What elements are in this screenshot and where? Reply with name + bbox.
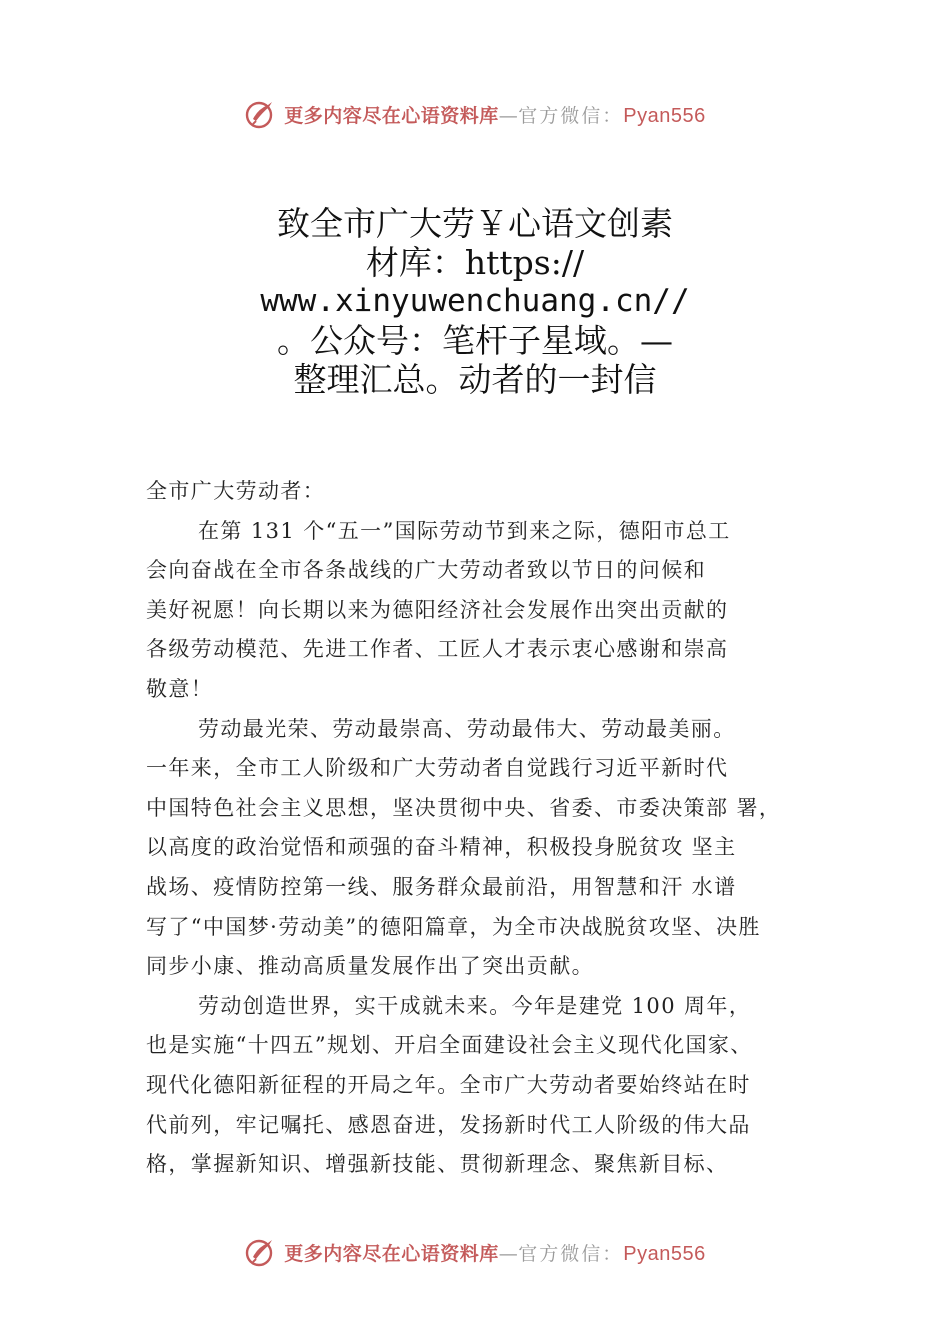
text-line: 劳动最光荣、劳动最崇高、劳动最伟大、劳动最美丽。: [198, 716, 736, 741]
banner-wechat-prefix: 官方微信：: [518, 104, 624, 127]
text-line: 敬意！: [146, 676, 214, 701]
pen-logo-icon: [244, 1235, 278, 1269]
text-line: 战场、疫情防控第一线、服务群众最前沿，用智慧和汗 水谱: [146, 874, 737, 899]
paragraph-1: [146, 512, 846, 710]
letter-body: [146, 472, 846, 1185]
text-line: 以高度的政治觉悟和顽强的奋斗精神，积极投身脱贫攻 坚主: [146, 835, 737, 860]
footer-banner: [0, 1232, 950, 1272]
text-line: 会向奋战在全市各条战线的广大劳动者致以节日的问候和: [146, 558, 706, 583]
banner-wechat-prefix: 官方微信：: [518, 1242, 624, 1265]
document-title: [0, 204, 950, 399]
text-line: 中国特色社会主义思想，坚决贯彻中央、省委、市委决策部 署，: [146, 795, 782, 820]
title-line: 材库：https://: [365, 243, 585, 282]
text-line: 劳动创造世界，实干成就未来。今年是建党 100 周年，: [198, 993, 752, 1018]
text-line: 在第 131 个“五一”国际劳动节到来之际，德阳市总工: [198, 518, 731, 543]
banner-text: 更多内容尽在心语资料库: [284, 104, 499, 127]
title-line: 致全市广大劳￥心语文创素: [277, 204, 673, 243]
text-line: 同步小康、推动高质量发展作出了突出贡献。: [146, 954, 594, 979]
title-line: www.xinyuwenchuang.cn//: [260, 283, 690, 319]
text-line: 写了“中国梦·劳动美”的德阳篇章，为全市决战脱贫攻坚、决胜: [146, 914, 761, 939]
text-line: 美好祝愿！向长期以来为德阳经济社会发展作出突出贡献的: [146, 597, 729, 622]
pen-logo-icon: [244, 97, 278, 131]
text-line: 也是实施“十四五”规划、开启全面建设社会主义现代化国家、: [146, 1033, 753, 1058]
text-line: 代前列，牢记嘱托、感恩奋进，发扬新时代工人阶级的伟大品: [146, 1112, 751, 1137]
title-line: 。公众号：笔杆子星域。—: [277, 321, 673, 360]
banner-separator: —: [498, 104, 519, 127]
text-line: 各级劳动模范、先进工作者、工匠人才表示衷心感谢和崇高: [146, 637, 729, 662]
header-banner: [0, 94, 950, 134]
title-line: 整理汇总。动者的一封信: [293, 360, 657, 399]
banner-wechat-id: Pyan556: [623, 104, 706, 127]
banner-wechat-id: Pyan556: [623, 1242, 706, 1265]
paragraph-3: [146, 987, 846, 1185]
banner-separator: —: [498, 1242, 519, 1265]
text-line: 现代化德阳新征程的开局之年。全市广大劳动者要始终站在时: [146, 1072, 751, 1097]
salutation: 全市广大劳动者：: [146, 479, 326, 503]
banner-text: 更多内容尽在心语资料库: [284, 1242, 499, 1265]
text-line: 一年来，全市工人阶级和广大劳动者自觉践行习近平新时代: [146, 756, 729, 781]
text-line: 格，掌握新知识、增强新技能、贯彻新理念、聚焦新目标、: [146, 1152, 729, 1177]
paragraph-2: [146, 710, 846, 987]
